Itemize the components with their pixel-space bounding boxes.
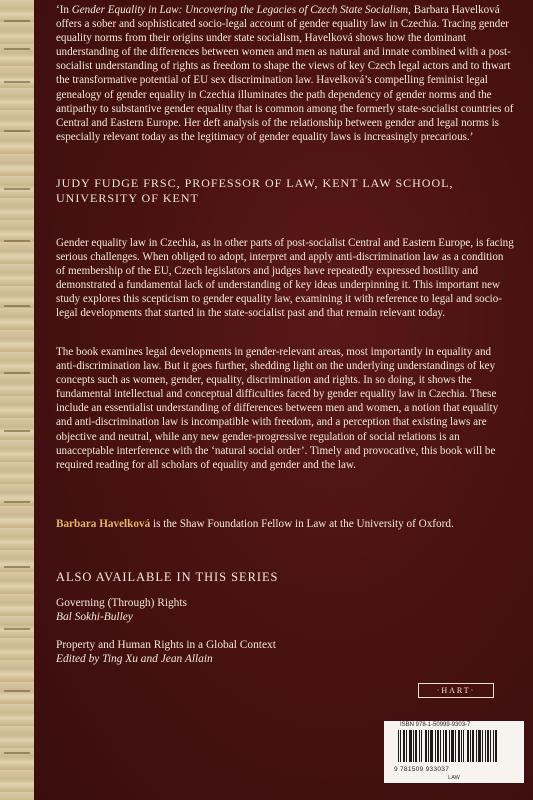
series-item bbox=[56, 638, 496, 666]
isbn-text: ISBN 978-1-50999-9303-7 bbox=[400, 722, 471, 728]
description-paragraph-2: The book examines legal developments in gender-relevant areas, most importantly in equality and anti-discrimination law. But it goes further, shedding light on the underlying understandings of key concepts such as women, gender, equality, discrimination and rights. In so doing, it shows the fundamental intellectual and conceptual difficulties faced by gender equality law in Czechia. These include an essentialist understanding of differences between men and women, a notion that equality and anti-discrimination law is incompatible with freedom, and a perception that existing laws are objective and neutral, while any new gender-progressive regulation of social relations is an unacceptable interference with the ‘natural social order’. Timely and provocative, this book will be required reading for all scholars of equality and gender and the law. bbox=[56, 346, 499, 471]
back-cover bbox=[34, 0, 533, 800]
hart-logo: ·HART· bbox=[418, 683, 494, 698]
barcode bbox=[398, 730, 510, 762]
series-item bbox=[56, 596, 496, 624]
series-heading: ALSO AVAILABLE IN THIS SERIES bbox=[56, 570, 279, 584]
publisher-block bbox=[384, 683, 524, 783]
series-author: Edited by Ting Xu and Jean Allain bbox=[56, 653, 213, 665]
subject-label: LAW bbox=[448, 775, 460, 781]
barcode-panel bbox=[384, 721, 524, 783]
quote-author: JUDY FUDGE FRSC, PROFESSOR OF LAW, KENT LAW SCHOOL, UNIVERSITY OF KENT bbox=[56, 176, 454, 205]
series-title: Property and Human Rights in a Global Context bbox=[56, 639, 276, 651]
quote-open: ‘In bbox=[56, 4, 72, 16]
author-name: Barbara Havelková bbox=[56, 518, 151, 530]
series-author: Bal Sokhi-Bulley bbox=[56, 611, 133, 623]
quote-text: , Barbara Havelková offers a sober and sophisticated socio-legal account of gender equality law in Czechia. Tracing gender equality norms from their origins under state socialism, Havelková shows how the dominant understanding of the differences between women and men as natural and innate combined with a post-socialist understanding of rights as freedom to shape the views of key Czech legal actors and to thwart the transformative potential of EU sex discrimination law. Havelková’s compelling feminist legal genealogy of gender equality in Czechia illuminates the path dependency of gender norms and the antipathy to substantive gender equality that is common among the formerly state-socialist countries of Central and Eastern Europe. Her deft analysis of the relationship between gender and legal norms is especially relevant today as the legitimacy of gender equality laws is increasingly precarious.’ bbox=[56, 4, 514, 143]
barcode-digits: 9 781509 933037 bbox=[394, 766, 450, 773]
endorsement-quote bbox=[56, 3, 514, 144]
author-bio-text: is the Shaw Foundation Fellow in Law at the University of Oxford. bbox=[150, 518, 454, 530]
quoted-book-title: Gender Equality in Law: Uncovering the Legacies of Czech State Socialism bbox=[71, 4, 409, 16]
description-paragraph-1: Gender equality law in Czechia, as in other parts of post-socialist Central and Eastern Europe, is facing serious challenges. When obliged to adopt, interpret and apply anti-discrimination law as a condition of membership of the EU, Czech legislators and judges have repeatedly expressed hostility and demonstrated a fundamental lack of understanding of key ideas underpinning it. This important new study explores this scepticism to gender equality law, examining it with reference to legal and socio-legal developments that started in the state-socialist past and that remain relevant today. bbox=[56, 237, 514, 320]
manuscript-strip bbox=[0, 0, 35, 800]
author-bio bbox=[56, 517, 514, 531]
series-title: Governing (Through) Rights bbox=[56, 597, 187, 609]
